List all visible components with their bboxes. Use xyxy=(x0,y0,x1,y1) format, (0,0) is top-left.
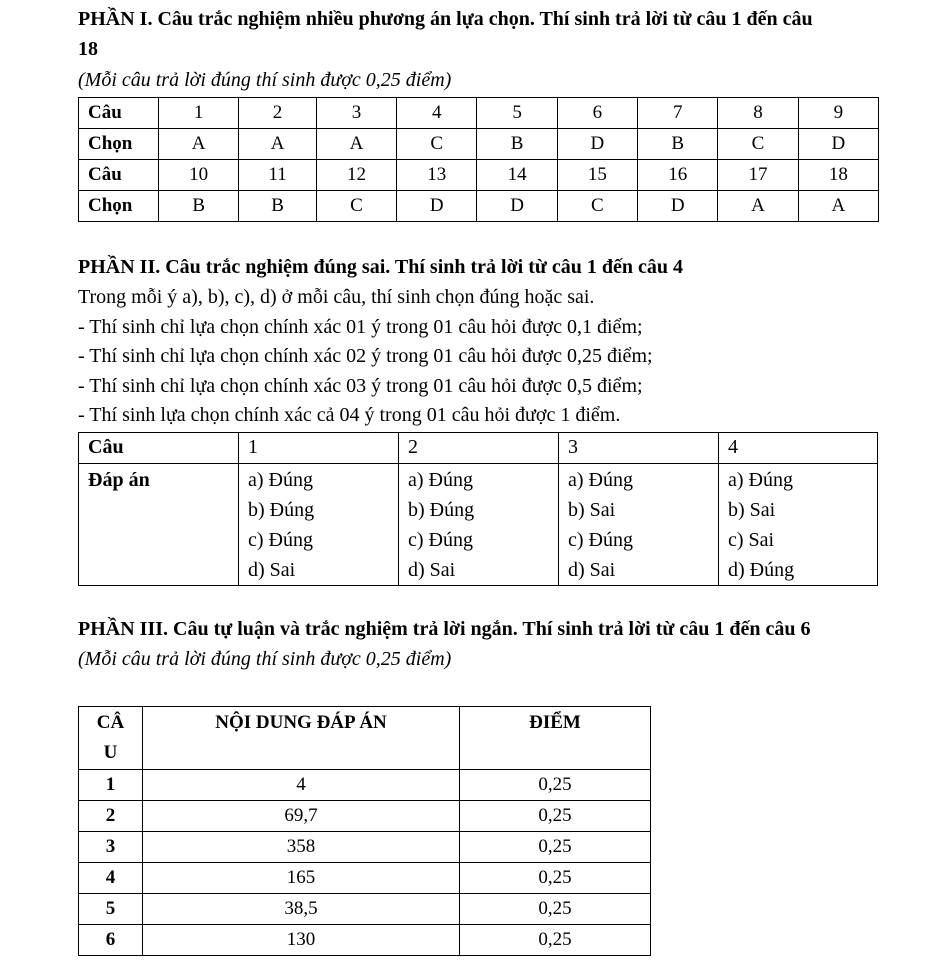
header-cau-line2: U xyxy=(103,742,118,763)
part2-question-number: 4 xyxy=(719,433,878,464)
part3-header-cau xyxy=(79,707,143,770)
answer-item: b) Sai xyxy=(568,499,616,521)
part3-cell-num: 6 xyxy=(79,925,143,956)
part1-table-cell: C xyxy=(397,129,477,160)
part3-note: (Mỗi câu trả lời đúng thí sinh được 0,25 điểm) xyxy=(78,648,452,670)
answer-item: d) Đúng xyxy=(728,559,795,581)
part3-cell-answer: 4 xyxy=(143,770,460,801)
answer-item: b) Đúng xyxy=(408,499,475,521)
part1-row-label: Câu xyxy=(79,98,159,129)
part2-rule-line: Trong mỗi ý a), b), c), d) ở mỗi câu, thí sinh chọn đúng hoặc sai. xyxy=(78,286,595,308)
part2-question-number: 1 xyxy=(239,433,399,464)
part1-table-row xyxy=(79,98,879,129)
answer-item: a) Đúng xyxy=(248,469,313,491)
part1-answer-table xyxy=(78,97,879,222)
part3-cell-num: 1 xyxy=(79,770,143,801)
part1-title-line1: PHẦN I. Câu trắc nghiệm nhiều phương án lựa chọn. Thí sinh trả lời từ câu 1 đến câu xyxy=(78,8,813,30)
part2-answers-q4 xyxy=(719,464,878,586)
part2-rule-line: - Thí sinh lựa chọn chính xác cả 04 ý trong 01 câu hỏi được 1 điểm. xyxy=(78,404,621,426)
part1-row-label: Chọn xyxy=(79,129,159,160)
part1-table-cell: A xyxy=(798,191,878,222)
part3-cell-num: 5 xyxy=(79,894,143,925)
part1-table-row xyxy=(79,129,879,160)
part2-answers-q3 xyxy=(559,464,719,586)
part1-table-cell: 11 xyxy=(239,160,316,191)
part1-table-cell: 5 xyxy=(477,98,557,129)
answer-item: b) Sai xyxy=(728,499,776,521)
part3-cell-score: 0,25 xyxy=(460,801,651,832)
part1-title-line2: 18 xyxy=(78,38,98,60)
part2-question-number: 2 xyxy=(399,433,559,464)
part1-table-cell: A xyxy=(316,129,396,160)
answer-item: c) Đúng xyxy=(248,529,313,551)
part1-table-cell: B xyxy=(477,129,557,160)
part3-table-row xyxy=(79,832,651,863)
part3-table-row xyxy=(79,894,651,925)
part1-table-cell: 13 xyxy=(397,160,477,191)
part1-table-row xyxy=(79,191,879,222)
part1-table-cell: D xyxy=(557,129,637,160)
part2-answers-q2 xyxy=(399,464,559,586)
part2-answers-q1 xyxy=(239,464,399,586)
part1-table-cell: 9 xyxy=(798,98,878,129)
part2-rule-line: - Thí sinh chỉ lựa chọn chính xác 02 ý trong 01 câu hỏi được 0,25 điểm; xyxy=(78,345,653,367)
part1-table-cell: 8 xyxy=(718,98,798,129)
part3-cell-num: 3 xyxy=(79,832,143,863)
part1-note: (Mỗi câu trả lời đúng thí sinh được 0,25 điểm) xyxy=(78,69,452,91)
answer-item: a) Đúng xyxy=(728,469,793,491)
part1-row-label: Chọn xyxy=(79,191,159,222)
part3-cell-answer: 165 xyxy=(143,863,460,894)
part3-cell-score: 0,25 xyxy=(460,894,651,925)
part3-cell-num: 2 xyxy=(79,801,143,832)
part1-table-cell: B xyxy=(638,129,718,160)
part3-title: PHẦN III. Câu tự luận và trắc nghiệm trả lời ngắn. Thí sinh trả lời từ câu 1 đến câu 6 xyxy=(78,618,811,640)
answer-item: d) Sai xyxy=(248,559,296,581)
part1-table-cell: 1 xyxy=(159,98,239,129)
part3-table-row xyxy=(79,801,651,832)
part3-cell-num: 4 xyxy=(79,863,143,894)
part3-cell-score: 0,25 xyxy=(460,832,651,863)
part1-table-cell: 10 xyxy=(159,160,239,191)
part1-table-cell: C xyxy=(316,191,396,222)
part1-table-cell: A xyxy=(159,129,239,160)
part1-table-cell: 3 xyxy=(316,98,396,129)
header-cau-line1: CÂ xyxy=(96,712,125,733)
answer-item: b) Đúng xyxy=(248,499,315,521)
part1-table-cell: 14 xyxy=(477,160,557,191)
part2-header-label: Câu xyxy=(79,433,239,464)
answer-item: c) Sai xyxy=(728,529,775,551)
part1-table-cell: 15 xyxy=(557,160,637,191)
part2-answer-table xyxy=(78,432,878,586)
part3-cell-answer: 69,7 xyxy=(143,801,460,832)
part3-cell-answer: 130 xyxy=(143,925,460,956)
part1-table-cell: 12 xyxy=(316,160,396,191)
part1-table-row xyxy=(79,160,879,191)
part3-header-score: ĐIỂM xyxy=(460,707,651,770)
part2-question-number: 3 xyxy=(559,433,719,464)
part1-table-cell: 4 xyxy=(397,98,477,129)
answer-item: c) Đúng xyxy=(568,529,633,551)
part1-table-cell: A xyxy=(239,129,316,160)
part1-table-cell: D xyxy=(638,191,718,222)
answer-item: d) Sai xyxy=(408,559,456,581)
part1-table-cell: B xyxy=(159,191,239,222)
part3-table-row xyxy=(79,925,651,956)
part1-table-cell: A xyxy=(718,191,798,222)
part1-table-cell: C xyxy=(718,129,798,160)
part1-row-label: Câu xyxy=(79,160,159,191)
part3-cell-score: 0,25 xyxy=(460,925,651,956)
answer-item: d) Sai xyxy=(568,559,616,581)
part3-header-content: NỘI DUNG ĐÁP ÁN xyxy=(143,707,460,770)
part3-cell-answer: 38,5 xyxy=(143,894,460,925)
part3-answer-table xyxy=(78,706,651,956)
part3-cell-score: 0,25 xyxy=(460,863,651,894)
part3-cell-score: 0,25 xyxy=(460,770,651,801)
part2-title: PHẦN II. Câu trắc nghiệm đúng sai. Thí sinh trả lời từ câu 1 đến câu 4 xyxy=(78,256,684,278)
part1-table-cell: D xyxy=(397,191,477,222)
answer-item: a) Đúng xyxy=(568,469,633,491)
part1-table-cell: 6 xyxy=(557,98,637,129)
part1-table-cell: 2 xyxy=(239,98,316,129)
part1-table-cell: 7 xyxy=(638,98,718,129)
part1-table-cell: 16 xyxy=(638,160,718,191)
part3-table-row xyxy=(79,770,651,801)
part1-table-cell: 17 xyxy=(718,160,798,191)
part1-table-cell: C xyxy=(557,191,637,222)
part1-table-cell: B xyxy=(239,191,316,222)
part1-table-cell: D xyxy=(477,191,557,222)
part2-rule-line: - Thí sinh chỉ lựa chọn chính xác 01 ý trong 01 câu hỏi được 0,1 điểm; xyxy=(78,316,643,338)
answer-item: a) Đúng xyxy=(408,469,473,491)
part1-table-cell: D xyxy=(798,129,878,160)
answer-item: c) Đúng xyxy=(408,529,473,551)
part1-table-cell: 18 xyxy=(798,160,878,191)
part3-table-row xyxy=(79,863,651,894)
part2-rule-line: - Thí sinh chỉ lựa chọn chính xác 03 ý trong 01 câu hỏi được 0,5 điểm; xyxy=(78,375,643,397)
part3-cell-answer: 358 xyxy=(143,832,460,863)
part2-answer-label: Đáp án xyxy=(79,464,239,586)
